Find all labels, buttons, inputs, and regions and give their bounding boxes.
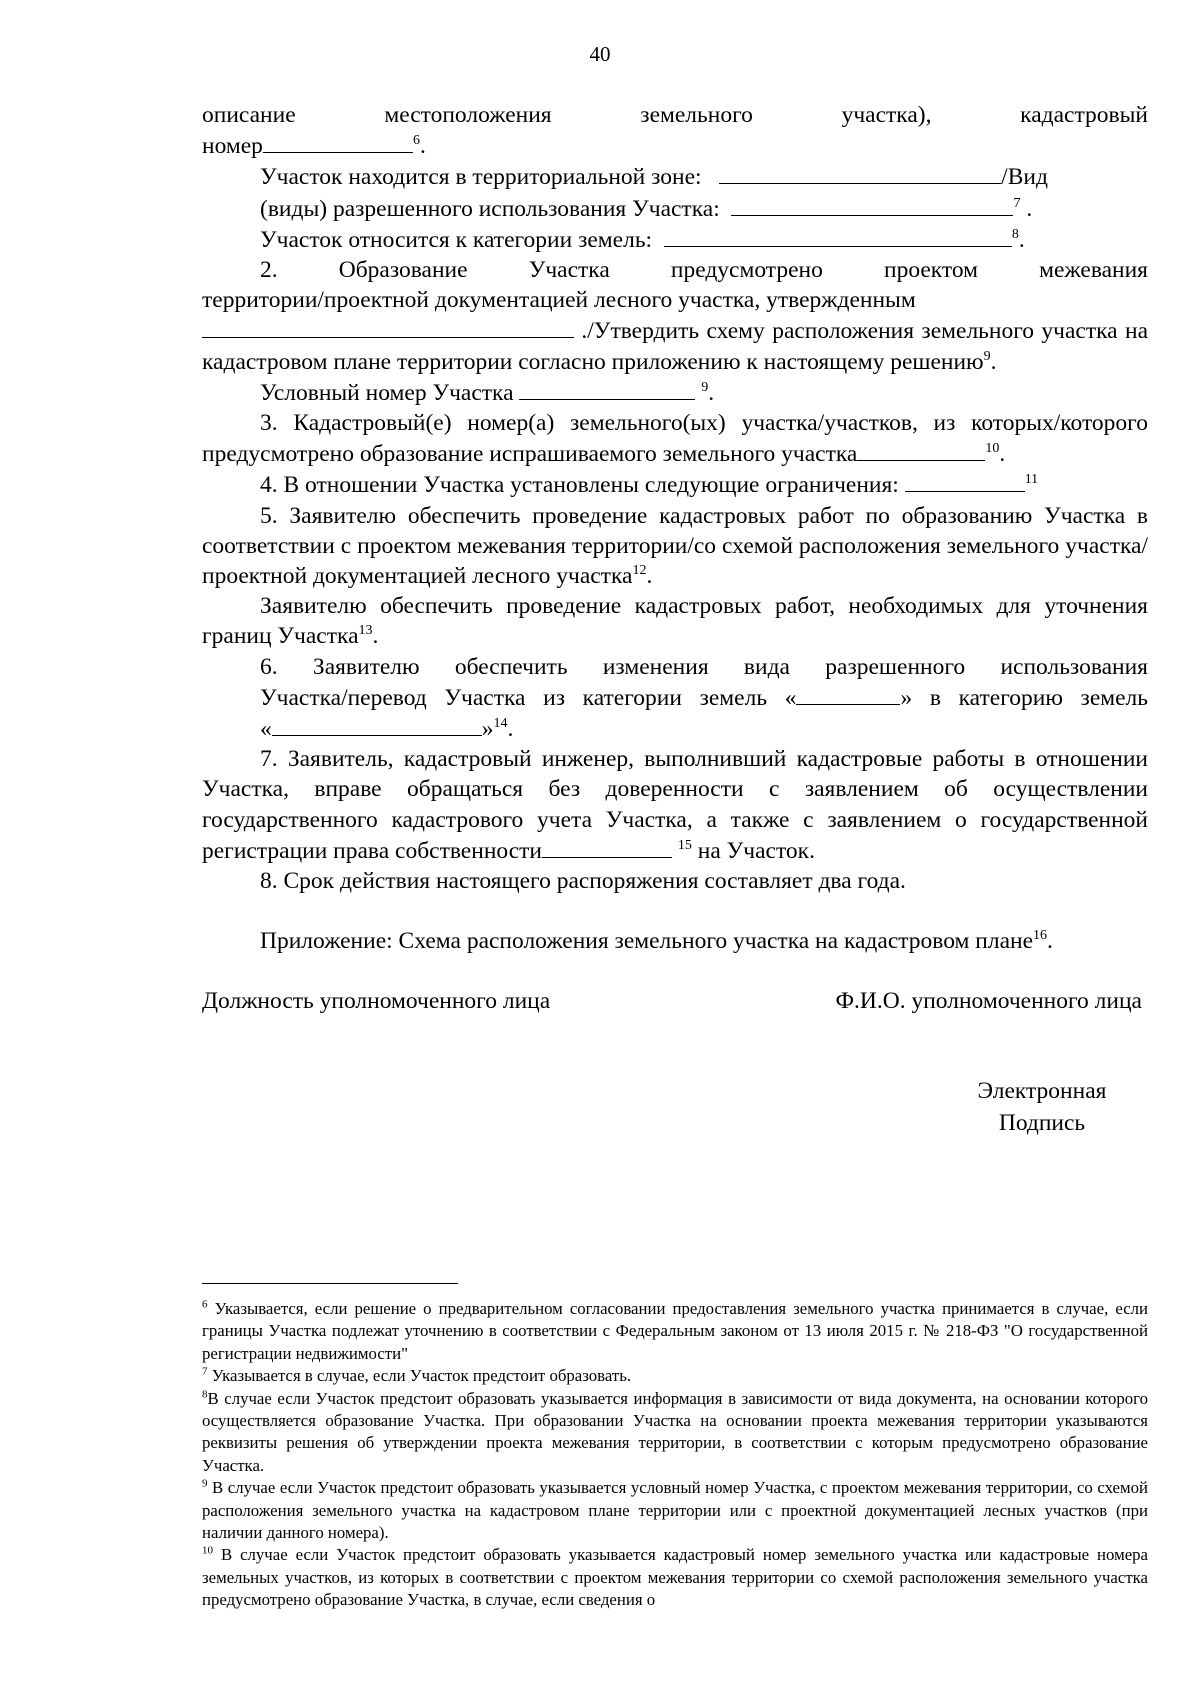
paragraph-6-line3: « »$^{14}$. [202, 713, 1148, 744]
page-number: 40 [589, 42, 611, 66]
fill-in-blank [519, 377, 695, 400]
paragraph-4: 4. В отношении Участка установлены следующие ограничения: $^{11}$ [202, 469, 1148, 500]
fill-in-blank [263, 130, 413, 153]
footnote-ref-11: 11 [1024, 472, 1039, 488]
electronic-signature: Электронная Подпись [977, 1077, 1107, 1136]
footnote-ref-13: 13 [358, 623, 373, 639]
fill-in-blank [202, 315, 574, 338]
paragraph-5: 5. Заявителю обеспечить проведение кадастровых работ по образованию Участка в соответствии с проектом межевания территории/со схемой расположения земельного участка/проектной документацией лесного участка$^{12}$. [202, 502, 1148, 590]
footnote-separator [202, 1283, 458, 1284]
fill-in-blank [542, 835, 672, 858]
footnote-ref-7: 7 [1013, 195, 1021, 211]
official-position-label: Должность уполномоченного лица [202, 988, 551, 1015]
paragraph-5b: Заявителю обеспечить проведение кадастровых работ, необходимых для уточнения границ Участка$^{13}$. [202, 593, 1148, 650]
paragraph-2-line1: 2. Образование Участка предусмотрено проектом межевания [260, 257, 1148, 284]
paragraph-appendix: Приложение: Схема расположения земельного участка на кадастровом плане$^{16}$. [260, 928, 1053, 955]
paragraph-2-scheme: ./Утвердить схему расположения земельного участка на кадастровом плане территории согласно приложению к настоящему решению$^9$. [202, 315, 1148, 376]
footnote-ref-16: 16 [1033, 928, 1048, 944]
paragraph-cadastral-number: номер $^6$. [202, 130, 1148, 161]
paragraph-3: 3. Кадастровый(е) номер(а) земельного(ых) участка/участков, из которых/которого предусмотрено образование испрашиваемого земельного участка $^{10}$. [202, 410, 1148, 468]
footnotes [202, 1298, 1148, 1612]
paragraph-2-line2: территории/проектной документацией лесного участка, утвержденным [202, 287, 916, 314]
paragraph-zone: Участок находится в территориальной зоне: /Вид [202, 161, 1148, 192]
paragraph-permitted-use: (виды) разрешенного использования Участка: $^7$ . [202, 193, 1148, 224]
signature-row [202, 986, 1148, 1016]
footnote-6: $^6$ Указывается, если решение о предварительном согласовании предоставления земельного участка принимается в случае, если границы Участка подлежат уточнению в соответствии с Федеральным законом от 13 июля 2015 г. № 218-ФЗ "О государственной регистрации недвижимости" [202, 1298, 1148, 1363]
paragraph-6-line2: Участка/перевод Участка из категории земель « » в категорию земель [202, 682, 1148, 713]
fill-in-blank [905, 469, 1025, 492]
footnote-ref-9: 9 [983, 348, 991, 364]
footnote-ref-8: 8 [1011, 226, 1019, 242]
fill-in-blank [272, 713, 482, 736]
paragraph-7: 7. Заявитель, кадастровый инженер, выполнивший кадастровые работы в отношении Участка, вправе обращаться без доверенности с заявлением об осуществлении государственного кадастрового учета Участка, а также с заявлением о государственной регистрации права собственности $^{15}$ на Участок. [202, 746, 1148, 864]
paragraph-land-category: Участок относится к категории земель: $^8$. [202, 224, 1148, 255]
paragraph-location-continued: описание местоположения земельного участка), кадастровый [202, 102, 1148, 128]
footnote-ref-15: 15 [677, 838, 692, 854]
fill-in-blank [664, 224, 1012, 247]
fill-in-blank [796, 682, 900, 705]
fill-in-blank [857, 438, 985, 461]
paragraph-8: 8. Срок действия настоящего распоряжения составляет два года. [260, 868, 906, 895]
paragraph-conditional-number: Условный номер Участка $^9$. [202, 377, 1148, 408]
footnote-ref-12: 12 [632, 563, 647, 579]
official-name-label: Ф.И.О. уполномоченного лица [835, 988, 1142, 1015]
footnote-ref-14: 14 [493, 716, 508, 732]
fill-in-blank [719, 161, 1001, 184]
footnote-ref-6: 6 [412, 133, 420, 149]
footnote-ref-9: 9 [701, 380, 709, 395]
footnote-9: $^9$ В случае если Участок предстоит образовать указывается условный номер Участка, с проектом межевания территории, со схемой расположения земельного участка на кадастровом плане территории или с проектной документацией лесных участков (при наличии данного номера). [202, 1477, 1148, 1543]
footnote-7: $^7$ Указывается в случае, если Участок предстоит образовать. [202, 1365, 632, 1386]
footnote-8: $^8$В случае если Участок предстоит образовать указывается информация в зависимости от вида документа, на основании которого осуществляется образование Участка. При образовании Участка на основании проекта межевания территории указываются реквизиты решения об утверждении проекта межевания территории, в соответствии с которым предусмотрено образование Участка. [202, 1388, 1148, 1475]
document-body [202, 100, 1148, 1139]
footnote-10: $^{10}$ В случае если Участок предстоит образовать указывается кадастровый номер земельного участка или кадастровые номера земельных участков, из которых в соответствии с проектом межевания территории со схемой расположения земельного участка предусмотрено образование Участка, в случае, если сведения о [202, 1544, 1148, 1610]
paragraph-6-line1: 6. Заявителю обеспечить изменения вида разрешенного использования [260, 653, 1148, 680]
fill-in-blank [731, 193, 1013, 216]
footnote-ref-10: 10 [985, 441, 1000, 457]
